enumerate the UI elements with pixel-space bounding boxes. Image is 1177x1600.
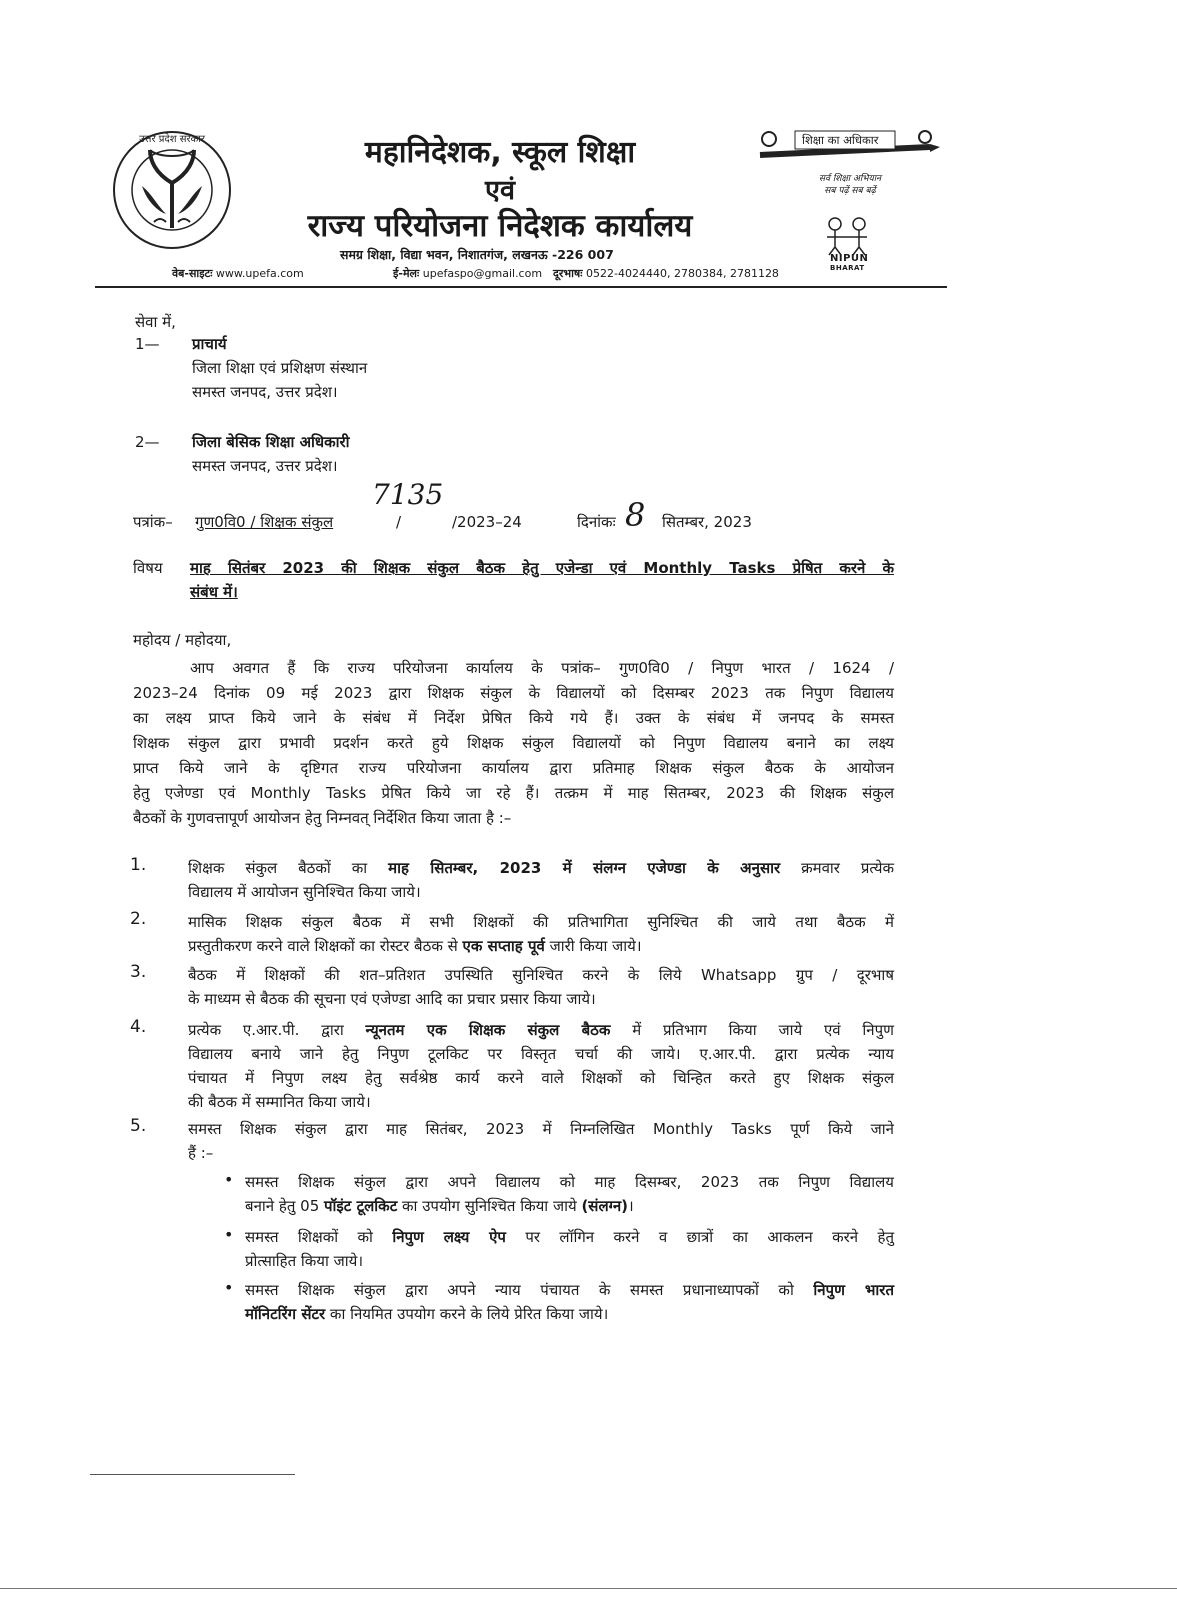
footer-divider [90,1474,295,1475]
item-1-line2: विद्यालय में आयोजन सुनिश्चित किया जाये। [188,883,421,901]
ssa-text: सर्व शिक्षा अभियान [818,174,882,184]
item-4-line2: विद्यालय बनाये जाने हेतु निपुण टूलकिट पर विस्तृत चर्चा की जाये। ए.आर.पी. द्वारा प्रत्येक न्याय [188,1045,894,1063]
intro-line: प्राप्त किये जाने के दृष्टिगत राज्य परियोजना कार्यालय द्वारा प्रतिमाह शिक्षक संकुल बैठक के आयोजन [133,759,894,777]
intro-line: हेतु एजेण्डा एवं Monthly Tasks प्रेषित किये जा रहे हैं। तत्क्रम में माह सितम्बर, 2023 की शिक्षक संकुल [133,784,894,802]
rte-caption: शिक्षा का अधिकार [802,133,879,147]
bullet-3-line2: मॉनिटरिंग सेंटर का नियमित उपयोग करने के लिये प्रेरित किया जाये। [245,1305,609,1323]
item-1-line1: शिक्षक संकुल बैठकों का माह सितम्बर, 2023 में संलग्न एजेण्डा के अनुसार क्रमवार प्रत्येक [188,859,895,877]
addressee-2-line2: समस्त जनपद, उत्तर प्रदेश। [192,457,338,475]
phone-label: दूरभाषः [553,267,583,280]
nipun-logo-line1: NIPUN [830,253,869,264]
office-address: समग्र शिक्षा, विद्या भवन, निशातगंज, लखनऊ -226 007 [340,247,614,262]
item-number: 1. [130,855,147,875]
item-2-line2: प्रस्तुतीकरण करने वाले शिक्षकों का रोस्टर बैठक से एक सप्ताह पूर्व जारी किया जाये। [188,937,642,955]
office-title-line2: एवं [485,175,515,206]
handwritten-day: 8 [625,496,646,534]
addressee-1-number: 1— [135,335,160,353]
intro-line: का लक्ष्य प्राप्त किये जाने के संबंध में निर्देश प्रेषित किये गये हैं। उक्त के संबंध में जनपद के समस्त [133,709,894,727]
patrank-value: गुण0वि0 / शिक्षक संकुल [195,513,334,531]
item-number: 2. [130,909,147,929]
bullet-2-line1: समस्त शिक्षकों को निपुण लक्ष्य ऐप पर लॉगिन करने व छात्रों का आकलन करने हेतु [245,1228,894,1246]
nipun-children-icon [817,215,877,257]
item-5-line1: समस्त शिक्षक संकुल द्वारा माह सितंबर, 2023 में निम्नलिखित Monthly Tasks पूर्ण किये जाने [188,1120,894,1138]
item-4-line1: प्रत्येक ए.आर.पी. द्वारा न्यूनतम एक शिक्षक संकुल बैठक में प्रतिभाग किया जाये एवं निपुण [188,1021,894,1039]
emblem-text: उत्तर प्रदेश सरकार [139,134,205,145]
bullet-3-line1: समस्त शिक्षक संकुल द्वारा अपने न्याय पंचायत के समस्त प्रधानाध्यापकों को निपुण भारत [245,1281,894,1299]
bullet-icon: • [224,1170,234,1189]
bullet-1-line1: समस्त शिक्षक संकुल द्वारा अपने विद्यालय को माह दिसम्बर, 2023 तक निपुण विद्यालय [245,1173,894,1191]
email-link[interactable]: upefaspo@gmail.com [422,267,543,280]
handwritten-letter-number: 7135 [372,478,444,511]
item-2-line1: मासिक शिक्षक संकुल बैठक में सभी शिक्षकों की प्रतिभागिता सुनिश्चित की जाये तथा बैठक में [188,913,894,931]
seva-me: सेवा में, [135,313,176,331]
item-4-line4: की बैठक में सम्मानित किया जाये। [188,1093,371,1111]
patrank-slash: / [396,513,402,531]
letter-date-month: सितम्बर, 2023 [662,513,752,531]
ssa-slogan: सब पढ़ें सब बढ़ें [824,186,876,196]
item-number: 3. [130,962,147,982]
intro-line: आप अवगत हैं कि राज्य परियोजना कार्यालय के पत्रांक– गुण0वि0 / निपुण भारत / 1624 / [190,659,894,677]
subject-line1: माह सितंबर 2023 की शिक्षक संकुल बैठक हेतु एजेन्डा एवं Monthly Tasks प्रेषित करने के [190,559,894,577]
header-divider [95,286,947,288]
website-label: वेब-साइटः [172,267,213,280]
intro-line: शिक्षक संकुल द्वारा प्रभावी प्रदर्शन करते हुये शिक्षक संकुल विद्यालयों को निपुण विद्यालय बनाने का लक्ष्य [133,734,894,752]
page-edge-line [0,1588,1177,1589]
bullet-icon: • [224,1225,234,1244]
phone-info [553,266,779,281]
bullet-1-line2: बनाने हेतु 05 पॉइंट टूलकिट का उपयोग सुनिश्चित किया जाये (संलग्न)। [245,1197,634,1215]
up-government-emblem [110,128,235,253]
subject-line2: संबंध में। [190,583,238,601]
intro-line: बैठकों के गुणवत्तापूर्ण आयोजन हेतु निम्नवत् निर्देशित किया जाता है :– [133,809,512,827]
addressee-1-line2: जिला शिक्षा एवं प्रशिक्षण संस्थान [192,359,368,377]
dinank-label: दिनांकः [577,513,616,531]
item-4-line3: पंचायत में निपुण लक्ष्य हेतु सर्वश्रेष्ठ कार्य करने वाले शिक्षकों को चिन्हित करते हुए शिक्षक संकुल [188,1069,894,1087]
patrank-label: पत्रांक– [133,513,173,531]
bullet-2-line2: प्रोत्साहित किया जाये। [245,1252,364,1270]
item-number: 4. [130,1017,147,1037]
addressee-1-title: प्राचार्य [192,335,227,353]
item-3-line1: बैठक में शिक्षकों की शत–प्रतिशत उपस्थिति सुनिश्चित करने के लिये Whatsapp ग्रुप / दूरभाष [188,966,894,984]
office-title-line3: राज्य परियोजना निदेशक कार्यालय [307,208,693,244]
website-info [172,266,304,281]
salutation: महोदय / महोदया, [133,631,232,649]
item-3-line2: के माध्यम से बैठक की सूचना एवं एजेण्डा आदि का प्रचार प्रसार किया जाये। [188,990,596,1008]
bullet-icon: • [224,1278,234,1297]
item-number: 5. [130,1116,147,1136]
phone-numbers: 0522-4024440, 2780384, 2781128 [586,267,779,280]
intro-line: 2023–24 दिनांक 09 मई 2023 द्वारा शिक्षक संकुल के विद्यालयों को दिसम्बर 2023 तक निपुण विद्यालय [133,684,894,702]
right-logos [755,125,945,275]
item-5-line2: हैं :– [188,1144,214,1162]
addressee-2-title: जिला बेसिक शिक्षा अधिकारी [192,433,350,451]
nipun-logo-line2: BHARAT [830,264,865,272]
email-info [393,266,542,281]
patrank-year: /2023–24 [452,513,522,531]
website-link[interactable]: www.upefa.com [215,267,304,280]
addressee-1-line3: समस्त जनपद, उत्तर प्रदेश। [192,383,338,401]
addressee-2-number: 2— [135,433,160,451]
email-label: ई-मेलः [393,267,420,280]
office-title-line1: महानिदेशक, स्कूल शिक्षा [364,135,636,170]
subject-label: विषय [133,559,163,577]
